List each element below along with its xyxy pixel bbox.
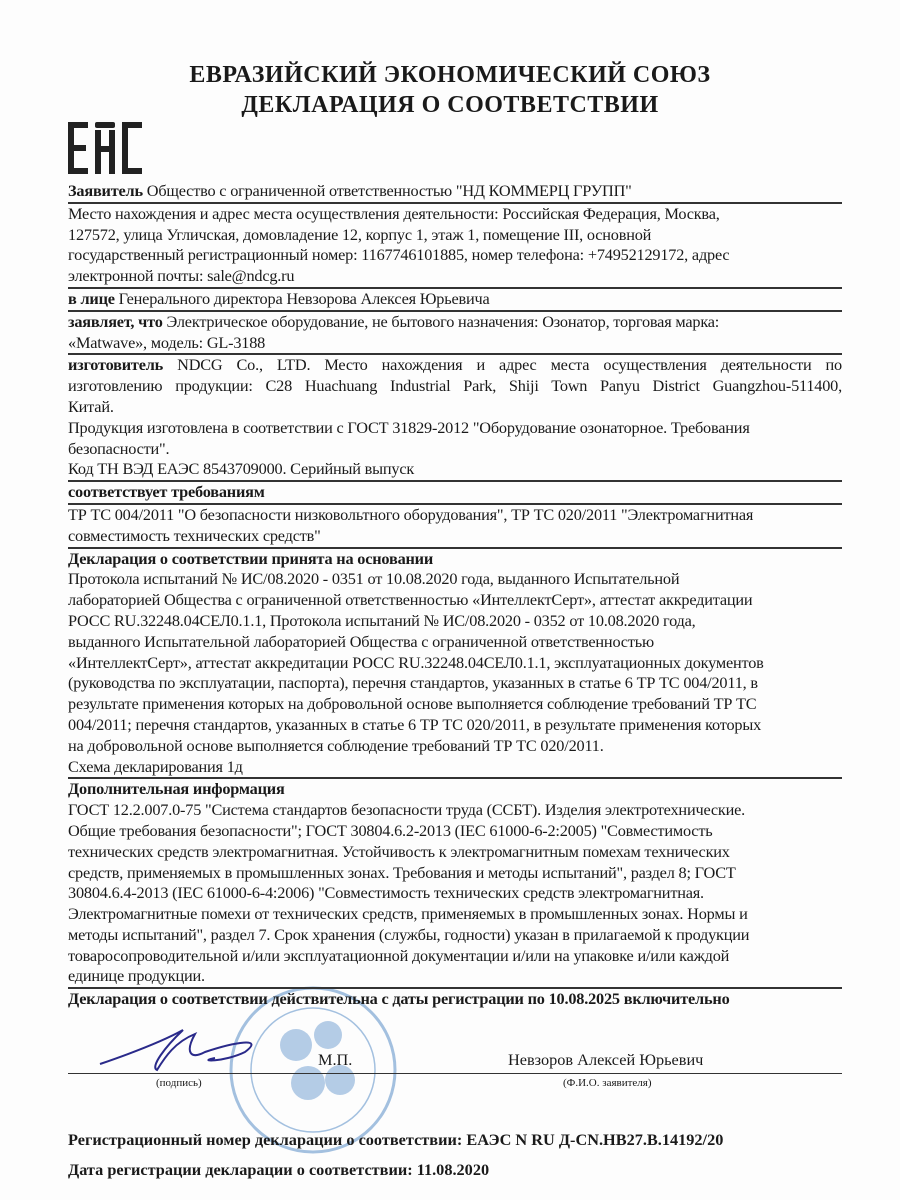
text-line: Схема декларирования 1д bbox=[68, 756, 243, 776]
text-line: методы испытаний", раздел 7. Срок хранения (службы, годности) указан в прилагаемой к продукции bbox=[68, 924, 750, 944]
complies-label bbox=[68, 482, 842, 503]
text-line: результате применения которых на добровольной основе выполняется соблюдение требований ТР ТС bbox=[68, 694, 757, 714]
signature-caption: (подпись) bbox=[156, 1077, 202, 1089]
manufacturer-value: NDCG Co., LTD. Место нахождения и адрес места осуществления деятельности по bbox=[163, 355, 842, 375]
tn-ved-code: Код ТН ВЭД ЕАЭС 8543709000. Серийный выпуск bbox=[68, 459, 415, 479]
name-caption: (Ф.И.О. заявителя) bbox=[563, 1077, 652, 1089]
text-line: Место нахождения и адрес места осуществления деятельности: Российская Федерация, Москва, bbox=[68, 203, 720, 223]
text-line: на добровольной основе выполняется соблюдение требований ТР ТС 020/2011. bbox=[68, 735, 604, 755]
text-line: 004/2011; перечня стандартов, указанных в статье 6 ТР ТС 020/2011, в результате применения которых bbox=[68, 714, 762, 734]
text-line: 127572, улица Угличская, домовладение 12, корпус 1, этаж 1, помещение III, основной bbox=[68, 224, 652, 244]
eac-logo bbox=[68, 122, 144, 174]
basis-heading: Декларация о соответствии принята на основании bbox=[68, 548, 434, 568]
union-title: ЕВРАЗИЙСКИЙ ЭКОНОМИЧЕСКИЙ СОЮЗ bbox=[189, 62, 711, 88]
text-line: ГОСТ 12.2.007.0-75 "Система стандартов безопасности труда (ССБТ). Изделия электротехнические. bbox=[68, 800, 746, 820]
applicant bbox=[68, 181, 842, 202]
declares-label: заявляет, что bbox=[68, 311, 163, 331]
text-line: Протокола испытаний № ИС/08.2020 - 0351 от 10.08.2020 года, выданного Испытательной bbox=[68, 569, 680, 589]
text-line: средств, применяемых в промышленных зонах. Требования и методы испытаний", раздел 8; ГОСТ bbox=[68, 862, 736, 882]
applicant-value: Общество с ограниченной ответственностью "НД КОММЕРЦ ГРУПП" bbox=[142, 181, 632, 200]
address-block bbox=[68, 204, 842, 287]
text-line: электронной почты: sale@ndcg.ru bbox=[68, 266, 295, 286]
represented-value: Генерального директора Невзорова Алексея Юрьевича bbox=[114, 288, 490, 308]
registration-number: Регистрационный номер декларации о соответствии: ЕАЭС N RU Д-CN.НВ27.В.14192/20 bbox=[68, 1130, 724, 1149]
represented bbox=[68, 289, 842, 310]
product-standard bbox=[68, 418, 842, 460]
text-line: лабораторией Общества с ограниченной ответственностью «ИнтеллектСерт», аттестат аккредитации bbox=[68, 590, 753, 610]
text-line: выданного Испытательной лабораторией Общества с ограниченной ответственностью bbox=[68, 631, 654, 651]
text-line: единице продукции. bbox=[68, 966, 205, 986]
text-line: «ИнтеллектСерт», аттестат аккредитации РОСС RU.32248.04СЕЛ0.1.1, эксплуатационных документов bbox=[68, 652, 764, 672]
complies-block bbox=[68, 505, 842, 547]
applicant-label: Заявитель bbox=[68, 181, 143, 200]
text-line: ТР ТС 004/2011 "О безопасности низковольтного оборудования", ТР ТС 020/2011 "Электромагнитная bbox=[68, 504, 754, 524]
represented-label: в лице bbox=[68, 288, 115, 308]
text-line: РОСС RU.32248.04СЕЛ0.1.1, Протокола испытаний № ИС/08.2020 - 0352 от 10.08.2020 года, bbox=[68, 610, 696, 630]
manufacturer-label: изготовитель bbox=[68, 355, 164, 375]
manufacturer bbox=[68, 355, 842, 417]
registration-date: Дата регистрации декларации о соответствии: 11.08.2020 bbox=[68, 1160, 490, 1179]
complies-heading: соответствует требованиям bbox=[68, 482, 265, 502]
basis-block bbox=[68, 569, 842, 777]
signature-line bbox=[68, 1073, 842, 1074]
document-title: ДЕКЛАРАЦИЯ О СООТВЕТСТВИИ bbox=[241, 92, 659, 118]
additional-label bbox=[68, 779, 842, 800]
declares-value: Электрическое оборудование, не бытового назначения: Озонатор, торговая марка: bbox=[162, 311, 720, 331]
text-line: совместимость технических средств" bbox=[68, 525, 321, 545]
text-line: 30804.6.4-2013 (IEC 61000-6-4:2006) "Совместимость технических средств электромагнитная. bbox=[68, 883, 704, 903]
text-line: товаросопроводительной и/или эксплуатационной документации и/или на упаковке и/или каждой bbox=[68, 945, 730, 965]
manufacturer-line: Китай. bbox=[68, 396, 114, 416]
additional-heading: Дополнительная информация bbox=[68, 779, 285, 799]
text-line: (руководства по эксплуатации, паспорта), перечня стандартов, указанных в статье 6 ТР ТС 004/2011, в bbox=[68, 673, 758, 693]
declaration-body bbox=[68, 181, 842, 1010]
text-line: государственный регистрационный номер: 1167746101885, номер телефона: +74952129172, адрес bbox=[68, 245, 730, 265]
manufacturer-line: изготовлению продукции: C28 Huachuang Industrial Park, Shiji Town Panyu District Guangzhou-511400, bbox=[68, 376, 842, 396]
text-line: безопасности". bbox=[68, 438, 170, 458]
applicant-name: Невзоров Алексей Юрьевич bbox=[508, 1050, 704, 1069]
validity: Декларация о соответствии действительна с даты регистрации по 10.08.2025 включительно bbox=[68, 989, 730, 1009]
seal-place: М.П. bbox=[318, 1050, 353, 1069]
text-line: Общие требования безопасности"; ГОСТ 30804.6.2-2013 (IEC 61000-6-2:2005) "Совместимость bbox=[68, 820, 713, 840]
text-line: Продукция изготовлена в соответствии с ГОСТ 31829-2012 "Оборудование озонаторное. Требования bbox=[68, 417, 750, 437]
text-line: технических средств электромагнитная. Устойчивость к электромагнитным помехам технических bbox=[68, 841, 730, 861]
additional-block bbox=[68, 800, 842, 987]
signature bbox=[95, 1022, 355, 1077]
basis-label bbox=[68, 549, 842, 570]
declares bbox=[68, 312, 842, 354]
declares-line: «Matwave», модель: GL-3188 bbox=[68, 332, 266, 352]
text-line: Электромагнитные помехи от технических средств, применяемых в промышленных зонах. Нормы и bbox=[68, 904, 748, 924]
